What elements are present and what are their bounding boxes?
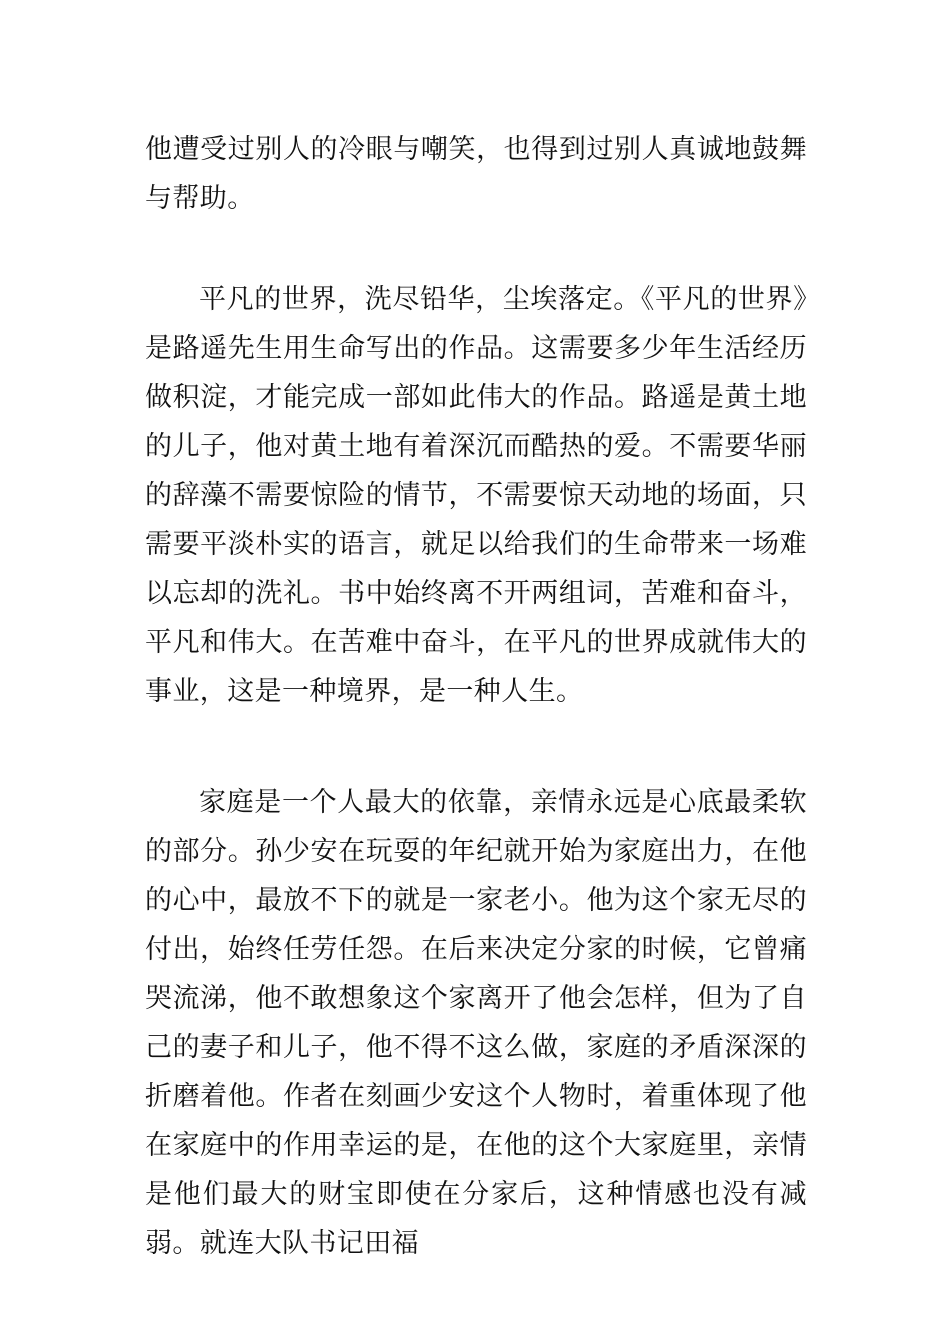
paragraph-1: 他遭受过别人的冷眼与嘲笑，也得到过别人真诚地鼓舞与帮助。 xyxy=(145,134,807,214)
paragraph-3: 家庭是一个人最大的依靠，亲情永远是心底最柔软的部分。孙少安在玩耍的年纪就开始为家庭出力，在他的心中，最放不下的就是一家老小。他为这个家无尽的付出，始终任劳任怨。在后来决定分家的时候，它曾痛哭流涕，他不敢想象这个家离开了他会怎样，但为了自己的妻子和儿子，他不得不这么做，家庭的矛盾深深的折磨着他。作者在刻画少安这个人物时，着重体现了他在家庭中的作用幸运的是，在他的这个大家庭里，亲情是他们最大的财宝即使在分家后，这种情感也没有减弱。就连大队书记田福 xyxy=(145,787,807,1259)
paragraph-2: 平凡的世界，洗尽铅华，尘埃落定。《平凡的世界》是路遥先生用生命写出的作品。这需要多少年生活经历做积淀，才能完成一部如此伟大的作品。路遥是黄土地的儿子，他对黄土地有着深沉而酷热的爱。不需要华丽的辞藻不需要惊险的情节，不需要惊天动地的场面，只需要平淡朴实的语言，就足以给我们的生命带来一场难以忘却的洗礼。书中始终离不开两组词，苦难和奋斗，平凡和伟大。在苦难中奋斗，在平凡的世界成就伟大的事业，这是一种境界，是一种人生。 xyxy=(145,284,807,707)
